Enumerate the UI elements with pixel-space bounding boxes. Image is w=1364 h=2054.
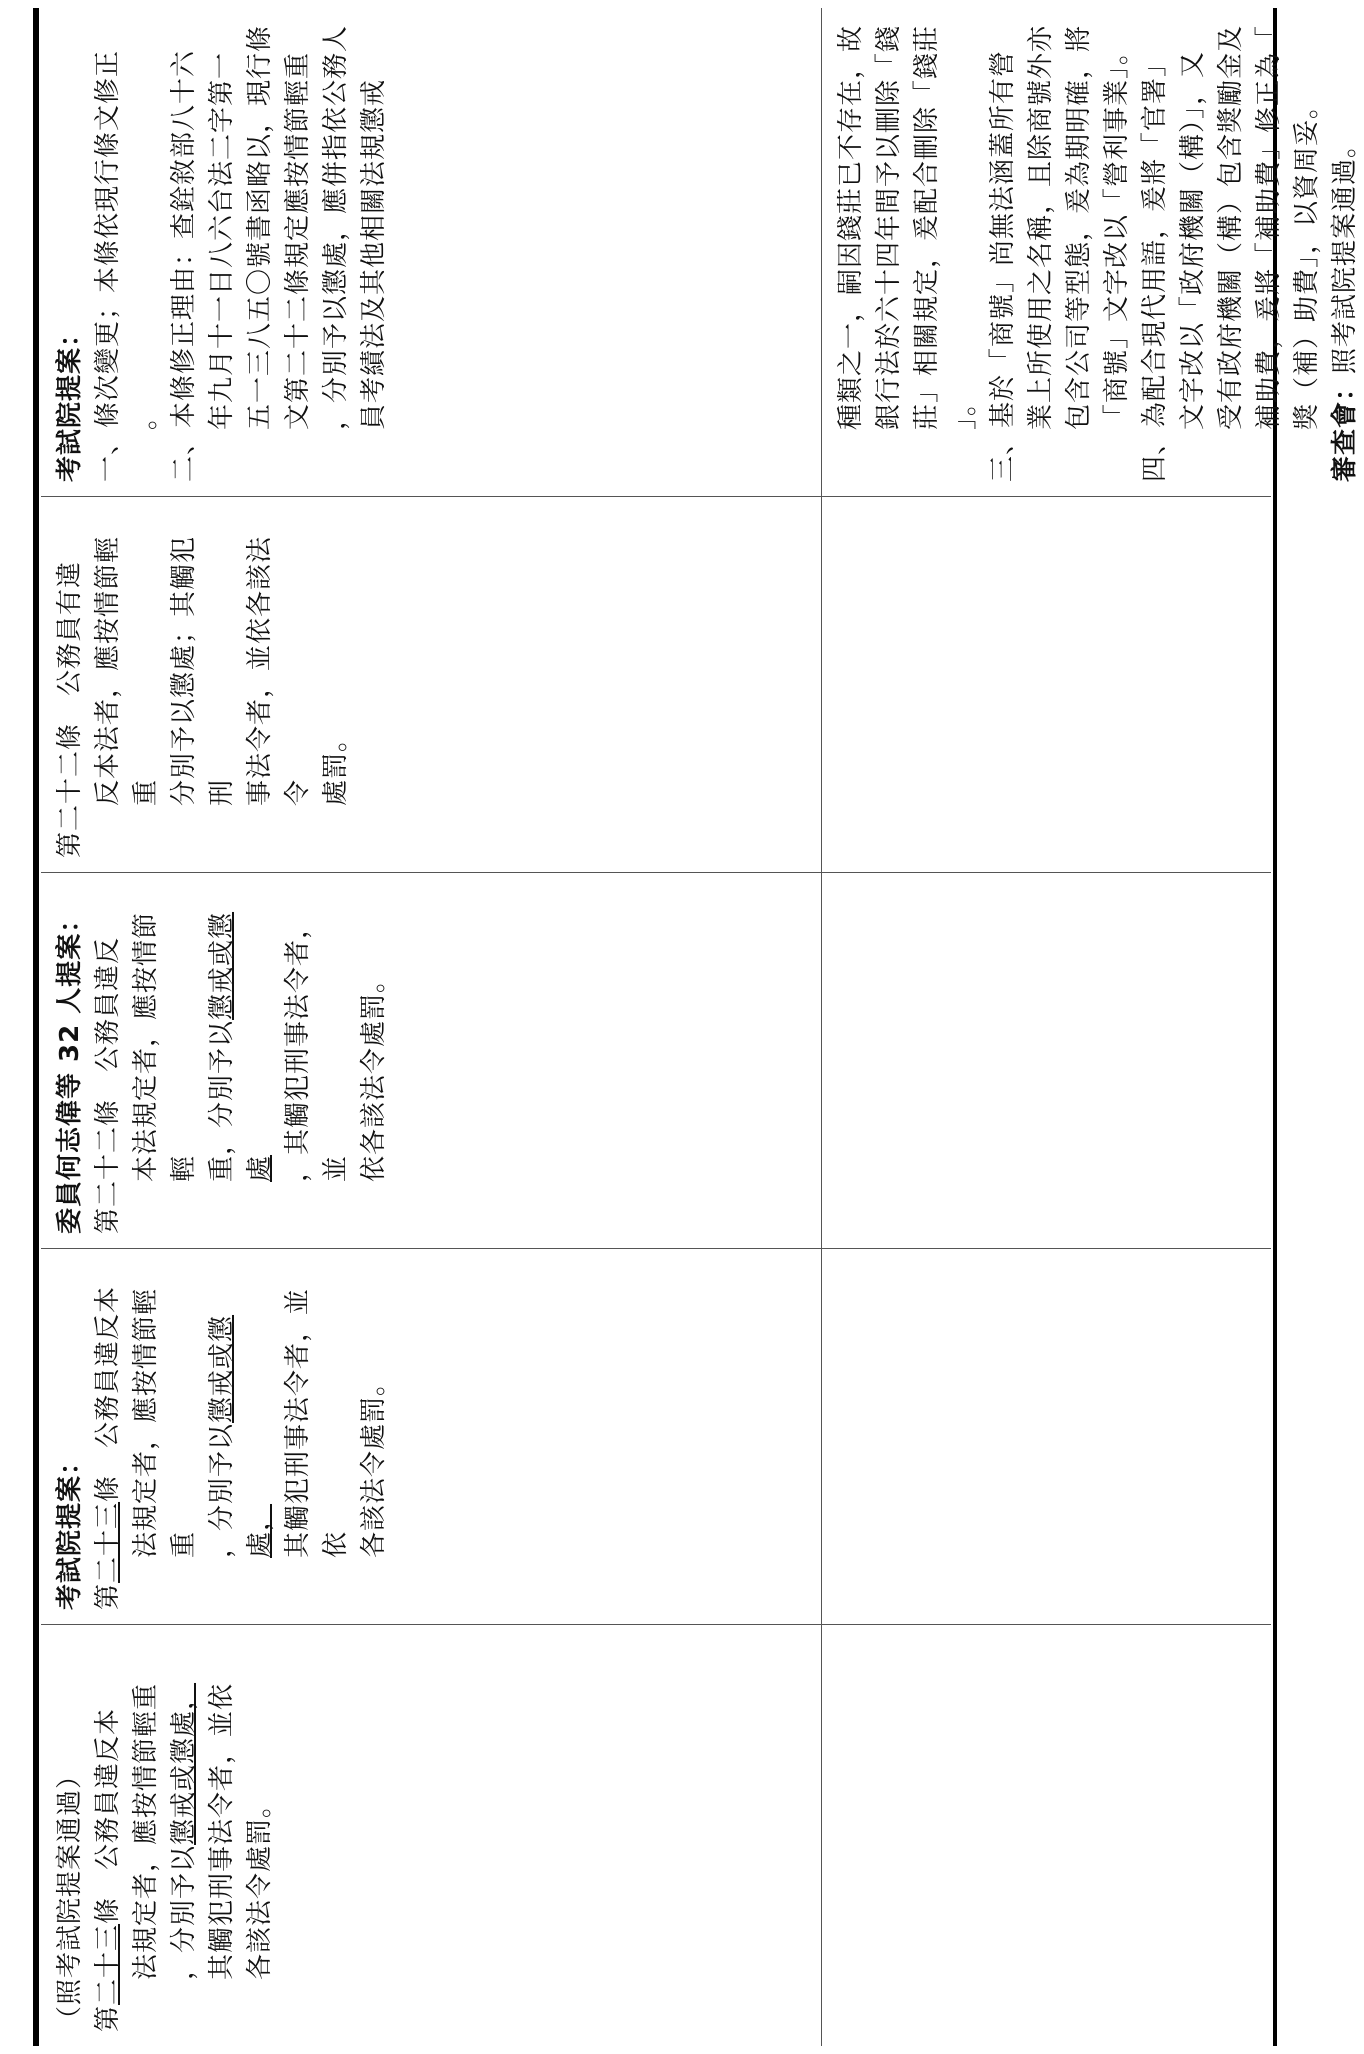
text-run: 二十三 xyxy=(93,1923,123,2005)
text-line: 受有政府機關（構）包含獎勵金及 xyxy=(1216,24,1246,430)
cell-text xyxy=(51,511,815,858)
text-line: 第二十二條 公務員違反 xyxy=(93,936,123,1234)
text-line: ，分別予以懲處，應併指依公務人 xyxy=(321,24,351,430)
text-line: 法規定者，應按情節輕重 xyxy=(131,1287,199,1558)
table-cell-c2-lower xyxy=(821,1248,1271,1624)
text-line: 業上所使用之名稱，且除商號外亦 xyxy=(1026,24,1056,430)
text-line xyxy=(1326,22,1364,482)
text-line: 其觸犯刑事法令者，並依 xyxy=(283,1287,351,1558)
cell-text xyxy=(832,887,1265,1234)
text-line: 」。 xyxy=(950,388,980,430)
cell-text xyxy=(832,511,1265,858)
text-line: 委員何志偉等 32 人提案： xyxy=(55,905,85,1234)
text-line: 。 xyxy=(131,402,161,430)
text-line xyxy=(203,1263,279,1610)
text-run: 第 xyxy=(93,2004,123,2032)
text-run: ，分別予以 xyxy=(169,1844,199,1980)
text-line xyxy=(203,887,279,1234)
text-line: 依各該法令處罰。 xyxy=(359,965,389,1182)
text-line xyxy=(89,1639,127,2032)
text-line: 各該法令處罰。 xyxy=(245,1790,275,1980)
table-cell-c5-lower xyxy=(821,8,1360,496)
text-line: 四、為配合現代用語，爰將「官署」 xyxy=(1140,49,1170,482)
table-top-rule xyxy=(33,8,39,2046)
text-run: 二十三 xyxy=(93,1501,123,1583)
cell-text xyxy=(51,887,815,1234)
table-cell-c3-upper xyxy=(41,872,821,1248)
table-cell-c2-upper xyxy=(41,1248,821,1624)
table-cell-c5-upper xyxy=(41,8,821,496)
text-line: 法規定者，應按情節輕重 xyxy=(131,1682,161,1980)
table-cell-c1-lower xyxy=(821,1624,1271,2046)
text-line: 二、本條修正理由：查銓敘部八十六 xyxy=(169,49,199,482)
text-line: 莊」相關規定，爰配合刪除「錢莊 xyxy=(912,24,942,430)
text-line xyxy=(165,1639,203,2032)
text-line: 銀行法於六十四年間予以刪除「錢 xyxy=(874,24,904,430)
text-line: 文第二十二條規定應按情節輕重 xyxy=(283,51,313,430)
cell-text xyxy=(51,22,815,482)
text-line: 年九月十一日八六台法二字第一 xyxy=(207,51,237,430)
cell-text xyxy=(51,1263,815,1610)
text-run: 重，分別予以 xyxy=(207,1019,237,1182)
table-cell-c1-upper xyxy=(41,1624,821,2046)
table-cell-c3-lower xyxy=(821,872,1271,1248)
text-line: ，其觸犯刑事法令者，並 xyxy=(283,911,351,1182)
text-line: 其觸犯刑事法令者，並依 xyxy=(207,1682,237,1980)
text-line: （照考試院提案通過） xyxy=(55,1761,85,2032)
text-run: 照考試院提案通過。 xyxy=(1330,130,1360,374)
text-line: 五一三八五〇號書函略以，現行條 xyxy=(245,24,275,430)
text-run: 第 xyxy=(93,1582,123,1610)
text-line: 種類之一，嗣因錢莊已不存在，故 xyxy=(836,24,866,430)
text-line: 「商號」文字改以「營利事業」。 xyxy=(1102,37,1132,430)
text-line: 文字改以「政府機關（構）」，又 xyxy=(1178,50,1208,430)
cell-text xyxy=(832,1263,1265,1610)
text-line: 考試院提案： xyxy=(55,1447,85,1610)
text-run: 條 公務員違反本 xyxy=(93,1707,123,1924)
text-run: ，分別予以 xyxy=(207,1422,237,1558)
text-line: 一、條次變更；本條依現行條文修正 xyxy=(93,49,123,482)
text-line: 獎（補）助費」，以資周妥。 xyxy=(1292,91,1322,430)
text-line: 分別予以懲處；其觸犯刑 xyxy=(169,535,237,806)
text-line: 事法令者，並依各該法令 xyxy=(245,535,313,806)
text-line: 各該法令處罰。 xyxy=(359,1368,389,1558)
text-run: 懲戒或懲處 xyxy=(207,911,275,1182)
text-run: 條 公務員違反本 xyxy=(93,1285,123,1502)
text-run: 懲戒或懲處， xyxy=(169,1682,199,1845)
text-line: 考試院提案： xyxy=(55,319,85,482)
text-line: 反本法者，應按情節輕重 xyxy=(93,535,161,806)
text-line xyxy=(89,1263,127,1610)
text-line: 第二十二條 公務員有違 xyxy=(55,560,85,858)
comparison-table xyxy=(41,8,1360,2046)
text-line: 本法規定者，應按情節輕 xyxy=(131,911,199,1182)
text-line: 三、基於「商號」尚無法涵蓋所有營 xyxy=(988,49,1018,482)
cell-text xyxy=(51,1639,815,2032)
cell-text xyxy=(832,22,1360,482)
text-line: 補助費，爰將「補助費」修正為「 xyxy=(1254,24,1284,430)
table-cell-c4-upper xyxy=(41,496,821,872)
text-run: 審查會： xyxy=(1330,373,1360,482)
text-line: 員考績法及其他相關法規懲戒 xyxy=(359,78,389,430)
text-line: 處罰。 xyxy=(321,724,351,806)
table-cell-c4-lower xyxy=(821,496,1271,872)
text-line: 包含公司等型態，爰為期明確，將 xyxy=(1064,24,1094,430)
text-run: 懲戒或懲處， xyxy=(207,1314,275,1558)
cell-text xyxy=(832,1639,1265,2032)
